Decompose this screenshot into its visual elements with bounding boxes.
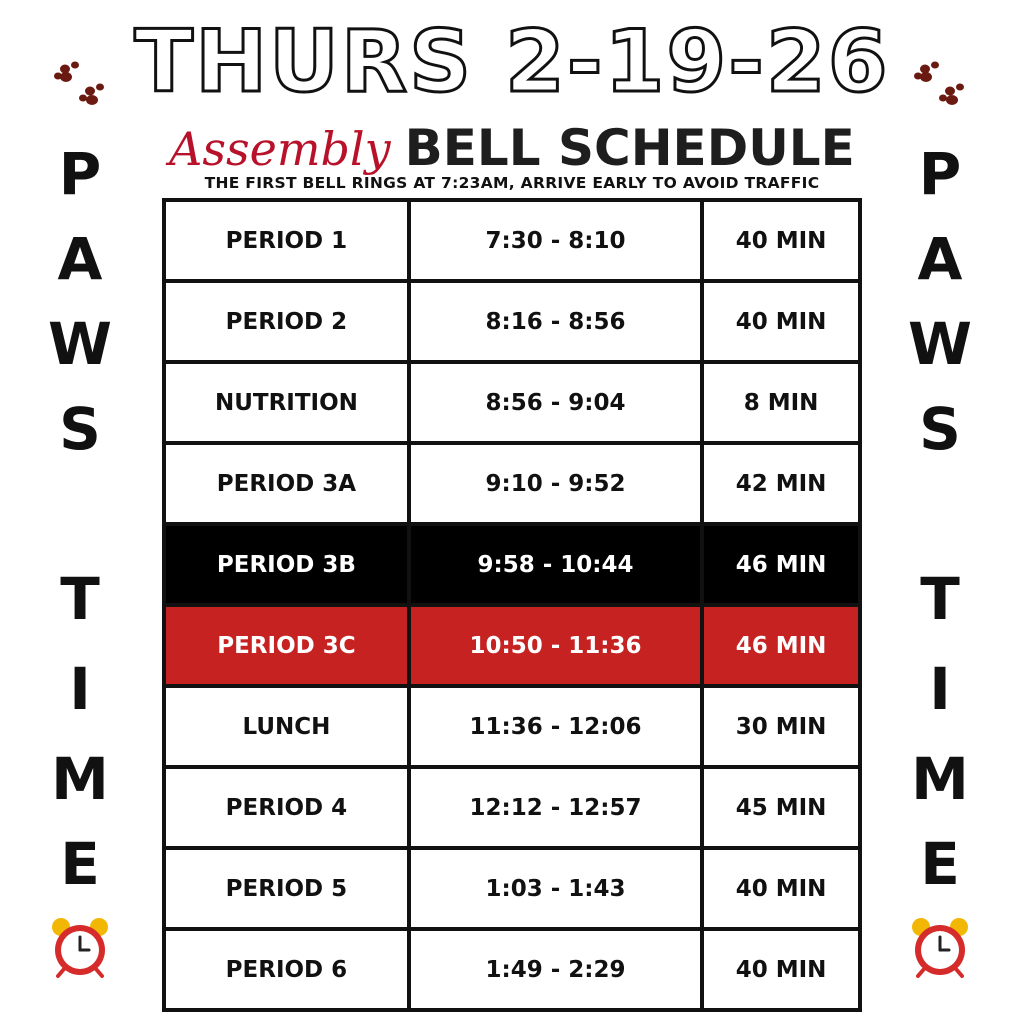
side-letter: M <box>51 745 109 813</box>
time-cell: 8:16 - 8:56 <box>409 281 702 362</box>
schedule-row <box>164 200 860 281</box>
side-letter: P <box>918 140 962 208</box>
time-cell: 9:10 - 9:52 <box>409 443 702 524</box>
time-cell: 9:58 - 10:44 <box>409 524 702 605</box>
duration-cell: 8 MIN <box>702 362 860 443</box>
period-cell: PERIOD 3B <box>164 524 409 605</box>
left-side-banner <box>25 55 135 985</box>
duration-cell: 40 MIN <box>702 848 860 929</box>
duration-cell: 46 MIN <box>702 605 860 686</box>
schedule-row <box>164 848 860 929</box>
alarm-clock-icon <box>48 915 112 979</box>
schedule-row <box>164 767 860 848</box>
side-letter: T <box>60 565 100 633</box>
right-side-banner <box>885 55 995 985</box>
side-letter: M <box>911 745 969 813</box>
time-cell: 12:12 - 12:57 <box>409 767 702 848</box>
period-cell: PERIOD 5 <box>164 848 409 929</box>
side-letter: I <box>69 655 91 723</box>
duration-cell: 45 MIN <box>702 767 860 848</box>
assembly-label: Assembly <box>169 122 391 176</box>
duration-cell: 40 MIN <box>702 281 860 362</box>
side-letter: S <box>919 395 961 463</box>
time-cell: 7:30 - 8:10 <box>409 200 702 281</box>
duration-cell: 40 MIN <box>702 929 860 1010</box>
schedule-row <box>164 686 860 767</box>
period-cell: PERIOD 2 <box>164 281 409 362</box>
side-letter: E <box>920 830 960 898</box>
schedule-row <box>164 362 860 443</box>
side-letter: A <box>57 225 103 293</box>
time-cell: 8:56 - 9:04 <box>409 362 702 443</box>
period-cell: PERIOD 3C <box>164 605 409 686</box>
time-cell: 10:50 - 11:36 <box>409 605 702 686</box>
side-letter: I <box>929 655 951 723</box>
schedule-row-highlight-dark <box>164 524 860 605</box>
time-cell: 1:03 - 1:43 <box>409 848 702 929</box>
side-letter: A <box>917 225 963 293</box>
first-bell-notice: THE FIRST BELL RINGS AT 7:23AM, ARRIVE EARLY TO AVOID TRAFFIC <box>204 174 820 192</box>
duration-cell: 30 MIN <box>702 686 860 767</box>
side-letter: W <box>48 310 112 378</box>
period-cell: PERIOD 6 <box>164 929 409 1010</box>
date-title: THURS 2-19-26 <box>134 12 890 112</box>
bell-schedule-title: BELL SCHEDULE <box>404 119 855 177</box>
time-cell: 1:49 - 2:29 <box>409 929 702 1010</box>
period-cell: NUTRITION <box>164 362 409 443</box>
alarm-clock-icon <box>908 915 972 979</box>
duration-cell: 42 MIN <box>702 443 860 524</box>
period-cell: PERIOD 1 <box>164 200 409 281</box>
period-cell: PERIOD 3A <box>164 443 409 524</box>
period-cell: PERIOD 4 <box>164 767 409 848</box>
schedule-row <box>164 281 860 362</box>
schedule-row-highlight-red <box>164 605 860 686</box>
side-letter: S <box>59 395 101 463</box>
side-letter: W <box>908 310 972 378</box>
bell-schedule-table <box>162 198 862 1012</box>
paw-print-icon <box>50 55 110 115</box>
side-letter: E <box>60 830 100 898</box>
schedule-row <box>164 443 860 524</box>
time-cell: 11:36 - 12:06 <box>409 686 702 767</box>
side-letter: P <box>58 140 102 208</box>
duration-cell: 40 MIN <box>702 200 860 281</box>
paw-print-icon <box>910 55 970 115</box>
side-letter: T <box>920 565 960 633</box>
duration-cell: 46 MIN <box>702 524 860 605</box>
schedule-row <box>164 929 860 1010</box>
period-cell: LUNCH <box>164 686 409 767</box>
